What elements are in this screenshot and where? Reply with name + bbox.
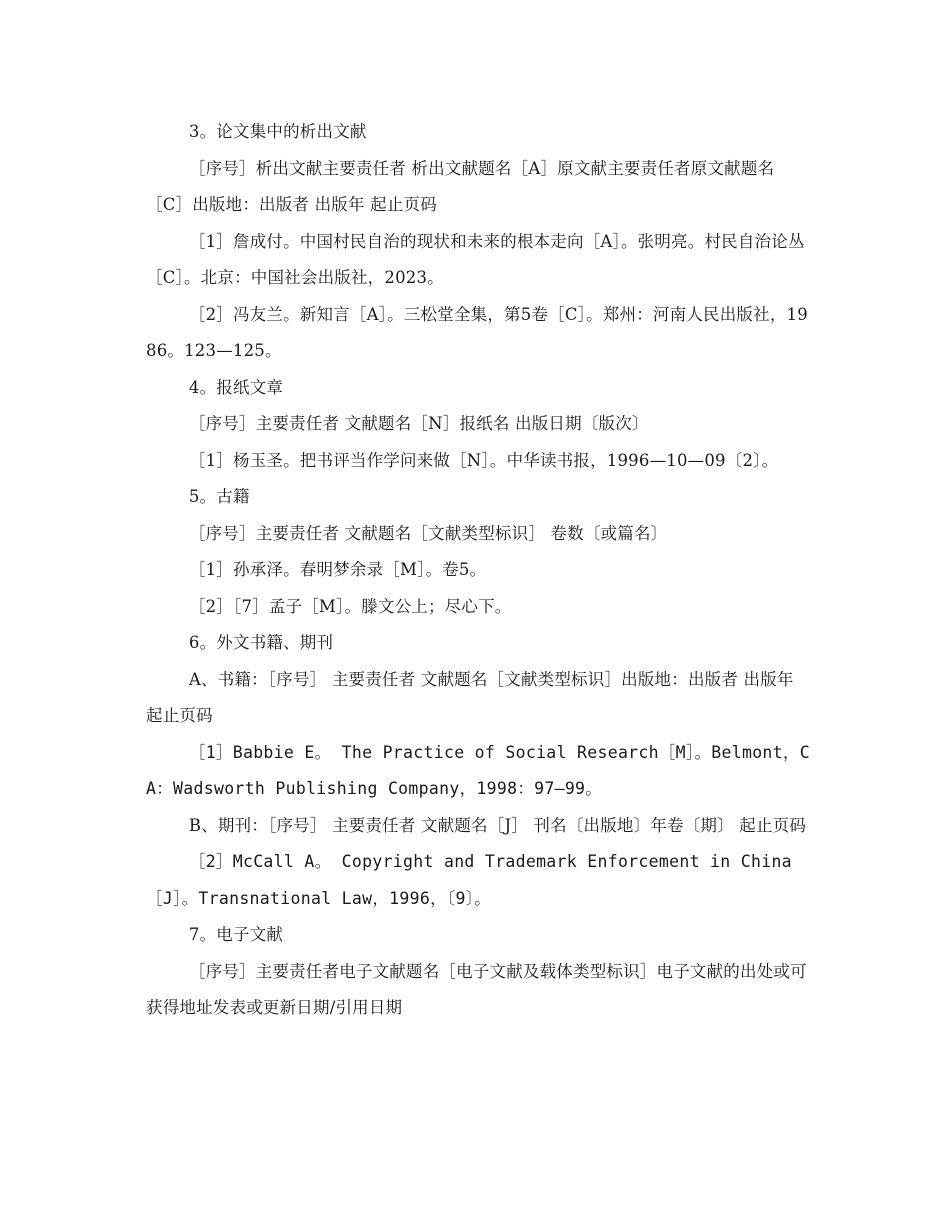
format-template: A、书籍：［序号］ 主要责任者 文献题名［文献类型标识］出版地：出版者 出版年 起止页码: [146, 669, 794, 725]
reference-entry: ［1］Babbie E。 The Practice of Social Research［M］。Belmont，CA：Wadsworth Publishing Company，1998：97—99。: [146, 742, 810, 798]
reference-entry: ［1］孙承泽。春明梦余录［M］。卷5。: [188, 560, 487, 579]
document-body: [146, 114, 810, 1027]
section-heading-3: 3。论文集中的析出文献: [188, 122, 367, 141]
format-template: B、期刊：［序号］ 主要责任者 文献题名［J］ 刊名〔出版地〕年卷〔期〕 起止页码: [188, 815, 807, 835]
section-heading-5: 5。古籍: [188, 487, 250, 506]
reference-entry: ［1］杨玉圣。把书评当作学问来做［N］。中华读书报，1996—10—09〔2〕。: [188, 450, 779, 470]
format-template: ［序号］析出文献主要责任者 析出文献题名［A］原文献主要责任者原文献题名［C］出版地：出版者 出版年 起止页码: [146, 158, 775, 214]
reference-entry: ［2］McCall A。 Copyright and Trademark Enforcement in China［J］。Transnational Law，1996，〔9〕。: [146, 852, 792, 908]
reference-entry: ［2］［7］孟子［M］。滕文公上；尽心下。: [188, 596, 512, 616]
format-template: ［序号］主要责任者电子文献题名［电子文献及载体类型标识］电子文献的出处或可获得地址发表或更新日期/引用日期: [146, 961, 807, 1017]
reference-entry: ［2］冯友兰。新知言［A］。三松堂全集，第5卷［C］。郑州：河南人民出版社，1986。123—125。: [146, 304, 808, 360]
reference-entry: ［1］詹成付。中国村民自治的现状和未来的根本走向［A］。张明亮。村民自治论丛［C］。北京：中国社会出版社，2023。: [146, 231, 805, 287]
section-heading-4: 4。报纸文章: [188, 377, 284, 397]
section-heading-6: 6。外文书籍、期刊: [188, 633, 334, 652]
format-template: ［序号］主要责任者 文献题名［文献类型标识］ 卷数〔或篇名〕: [188, 523, 668, 543]
format-template: ［序号］主要责任者 文献题名［N］报纸名 出版日期〔版次〕: [188, 414, 649, 433]
section-heading-7: 7。电子文献: [188, 925, 284, 944]
